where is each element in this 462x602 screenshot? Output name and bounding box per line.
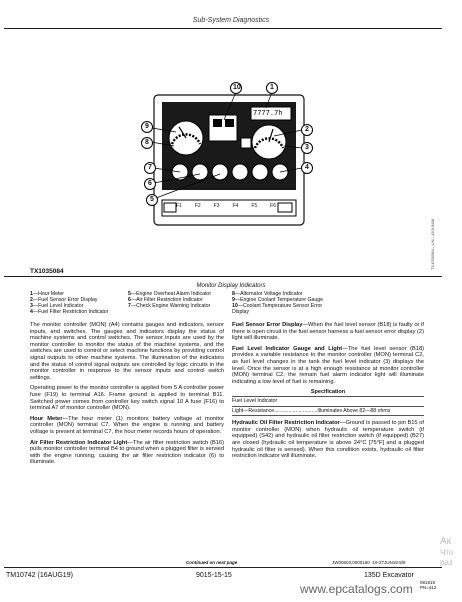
function-key-label: F6 — [270, 203, 276, 209]
function-key-labels — [176, 203, 276, 209]
figure-side-code: TX1035084—UN—16JUN08 — [430, 218, 435, 270]
footer-manual-id: TM10742 (16AUG19) — [6, 572, 73, 579]
monitor-display-figure — [4, 80, 442, 275]
figure-rule — [4, 276, 442, 277]
overlay-ghost-text: Что — [440, 548, 454, 557]
function-key-label: F2 — [194, 203, 201, 209]
paragraph: Air Filter Restriction Indicator Light—The air filter restriction switch (B16) pulls monitor controller terminal B4 to ground when a plugged filter is sensed with the engine running, causing the air filter restriction indicator (6) to illuminate. — [30, 439, 224, 466]
paragraph: Hour Meter—The hour meter (1) monitors battery voltage at monitor controller (MON) terminal C7. When the engine is running and battery voltage is present at terminal C7, the hour meter records hours of operation. — [30, 415, 224, 435]
callout-10: 10 — [233, 84, 241, 91]
legend-item: 5—Engine Overheat Alarm Indicator — [128, 291, 212, 297]
legend-column-3 — [232, 291, 337, 315]
footer-pn: PN=412 — [420, 585, 437, 590]
legend-column-1 — [30, 291, 125, 315]
callout-4: 4 — [305, 164, 309, 171]
callout-3: 3 — [305, 144, 309, 151]
callout-5: 5 — [150, 196, 154, 203]
legend-item: 9—Engine Coolant Temperature Gauge — [232, 297, 324, 303]
paragraph: The monitor controller (MON) (A4) contains gauges and indicators, sensor inputs, and switches. The gauges and indicators display the status of machine systems and control switches. The sensor inputs are used by the monitor controller to monitor the status of the machine systems, and the switches are used to control or select machine functions by providing control signal outputs to other machine systems. The illumination of the indicators and the status of control signal outputs are controlled by logic circuits in the monitor controller in response to the sensor inputs and control switch settings. — [30, 322, 224, 381]
legend-item: 8—Alternator Voltage Indicator — [232, 291, 303, 297]
callout-6: 6 — [148, 180, 152, 187]
legend-item: 7—Check Engine Warning Indicator — [128, 303, 211, 309]
right-text-column — [232, 322, 424, 464]
monitor-illustration — [4, 80, 442, 275]
paragraph: Fuel Level Indicator Gauge and Light—The fuel level sensor (B18) provides a variable resistance to the monitor controller (MON) terminal C2, as fuel level changes in the tank the fuel level indicator (3) displays the level. Once the sensor is at a high enough resistance at monitor controller (MON) terminal C2, the remain fuel alarm indicator light will illuminate indicating a low level of fuel is remaining. — [232, 345, 425, 385]
function-key-label: F4 — [232, 203, 239, 209]
spec-row: Light—Resistance..............................Illuminates Above 82—88 ohms — [232, 406, 424, 417]
legend-item: 6—Air Filter Restriction Indicator — [128, 297, 203, 303]
legend-item: 1—Hour Meter — [30, 291, 65, 297]
callout-1: 1 — [270, 84, 274, 91]
paragraph: Fuel Sensor Error Display—When the fuel level sensor (B18) is faulty or if there is open circuit in the fuel sensor harness a fuel sensor error display (2) light will illuminate. — [232, 322, 424, 342]
figure-id: TX1035084 — [30, 268, 64, 275]
footer-date-code: 081919 — [420, 580, 436, 585]
overlay-ghost-text: Ак — [440, 536, 452, 547]
footer-model: 135D Excavator — [364, 572, 414, 579]
callout-9: 9 — [145, 123, 149, 130]
section-header-title: Sub-System Diagnostics — [192, 17, 270, 24]
legend-column-2 — [128, 291, 228, 309]
specification-title: Specification — [310, 389, 346, 396]
callout-7: 7 — [148, 164, 152, 171]
left-text-column — [30, 322, 224, 470]
hour-meter-readout: 7777.7h — [253, 109, 283, 117]
callout-2: 2 — [305, 126, 309, 133]
legend-item: 2—Fuel Sensor Error Display — [30, 297, 98, 303]
footer-page-number: 9015-15-15 — [196, 572, 232, 579]
paragraph: Hydraulic Oil Filter Restriction Indicator—Ground is passed to pin B15 of monitor controller (MON) when hydraulic oil temperature switch (if equipped) (S42) and hydraulic oil filter restriction switch (if equipped) (B27) are closed (hydraulic oil temperature is above 24°C [75°F] and a plugged hydraulic oil filter is sensed). When this condition exists, hydraulic oil filter restriction indicator will illuminate. — [232, 420, 424, 460]
function-key-label: F1 — [176, 203, 182, 209]
function-key-label: F3 — [213, 203, 220, 209]
header-rule — [4, 28, 442, 29]
overlay-ghost-text: раз — [440, 558, 453, 567]
spec-row: Fuel Level Indicator — [232, 396, 424, 406]
footer-rule — [4, 567, 442, 568]
specification-table — [232, 396, 424, 416]
function-key-label: F5 — [251, 203, 258, 209]
figure-caption: Monitor Display Indicators — [196, 283, 266, 289]
paragraph: Operating power to the monitor controller is applied from 5 A controller power fuse (F19) to terminal A16. Frame ground is applied to terminal B11. Switched power comes from controller key switch signal 10 A fuse (F16) to terminal A7 of monitor controller (MON). — [30, 385, 224, 412]
continued-note: Continued on next page — [186, 560, 238, 565]
site-watermark: www.epcatalogs.com — [300, 582, 413, 596]
document-code: JW00603,0000180 -19-27JUN18-5/8 — [332, 560, 406, 565]
legend-item: 10—Coolant Temperature Sensor Error Display — [232, 303, 323, 315]
callout-8: 8 — [145, 139, 149, 146]
legend-item: 4—Fuel Filter Restriction Indicator — [30, 309, 109, 315]
legend-item: 3—Fuel Level Indicator — [30, 303, 84, 309]
